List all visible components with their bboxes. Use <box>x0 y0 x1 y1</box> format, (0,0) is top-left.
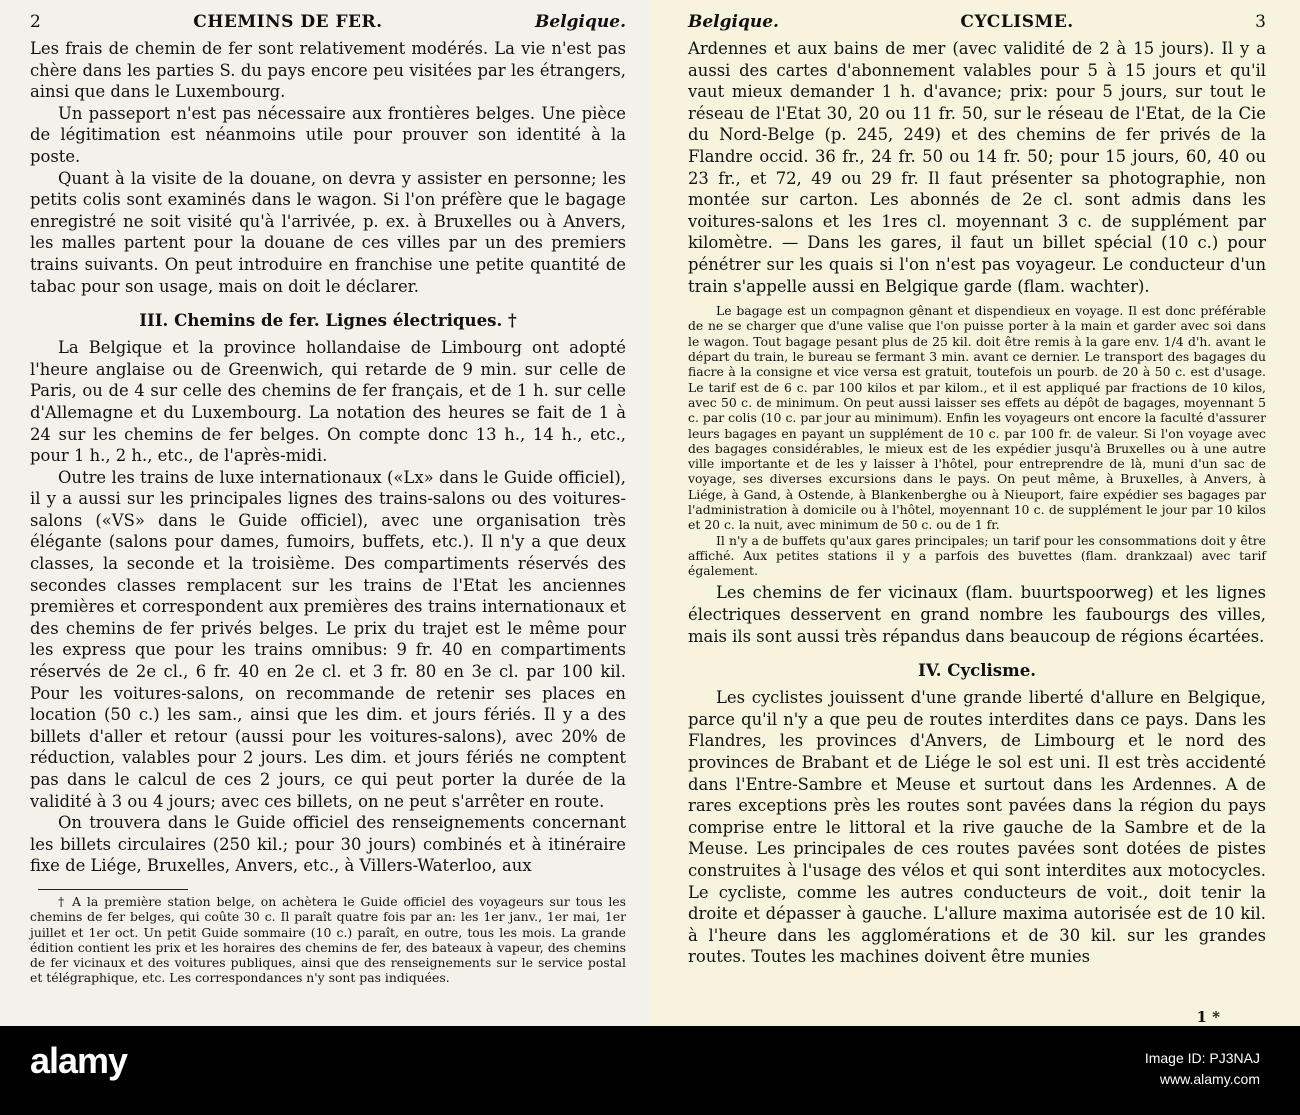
page-number: 2 <box>30 12 41 32</box>
paragraph: Les cyclistes jouissent d'une grande liberté d'allure en Belgique, parce qu'il n'y a que peu de routes interdites dans ce pays. Dans les Flandres, les provinces d'Anvers, de Limbourg et le nord des provinces de Brabant et de Liége le sol est uni. Il est très accidenté dans l'Entre-Sambre et Meuse et surtout dans les Ardennes. A de rares exceptions près les routes sont pavées dans la région du pays comprise entre le littoral et la rive gauche de la Sambre et de la Meuse. Les principales de ces routes pavées sont dotées de pistes construites à l'usage des vélos et qui sont interdites aux motocycles. Le cycliste, comme les autres conducteurs de voit., doit tenir la droite et dépasser à gauche. L'allure maxima autorisée est de 10 kil. à l'heure dans les agglomérations et de 30 kil. sur les grandes routes. Toutes les machines doivent être munies <box>688 688 1266 967</box>
paragraph: Ardennes et aux bains de mer (avec validité de 2 à 15 jours). Il y a aussi des cartes d'abonnement valables pour 5 à 15 jours et qu'il vaut mieux demander 1 h. d'avance; prix: pour 5 jours, sur tout le réseau de l'Etat 30, 20 ou 11 fr. 50, sur le réseau de l'Etat, de la Cie du Nord-Belge (p. 245, 249) et des chemins de fer privés de la Flandre occid. 36 fr., 24 fr. 50 ou 14 fr. 50; pour 15 jours, 60, 40 ou 23 fr., et 72, 49 ou 29 fr. Il faut présenter sa photographie, non montée sur carton. Les abonnés de 2e cl. sont admis dans les voitures-salons et les 1res cl. moyennant 3 c. de supplément par kilomètre. — Dans les gares, il faut un billet spécial (10 c.) pour pénétrer sur les quais si l'on n'est pas voyageur. Le conducteur d'un train s'appelle aussi en Belgique garde (flam. wachter). <box>688 39 1266 296</box>
page-number: 3 <box>1255 12 1266 32</box>
section-title: CHEMINS DE FER. <box>193 12 383 32</box>
section-heading: IV. Cyclisme. <box>917 660 1037 681</box>
image-info <box>1145 1048 1260 1090</box>
paragraph: Les frais de chemin de fer sont relativement modérés. La vie n'est pas chère dans les parties S. du pays encore peu visitées par les étrangers, ainsi que dans le Luxembourg. <box>30 39 626 102</box>
paragraph: Outre les trains de luxe internationaux («Lx» dans le Guide officiel), il y a aussi sur les principales lignes des trains-salons ou des voitures-salons («VS» dans le Guide officiel), avec une organisation très élégante (salons pour dames, fumoirs, buffets, etc.). Il n'y a que deux classes, la seconde et la troisième. Des compartiments réservés des secondes classes remplacent sur les trains de l'Etat les anciennes premières et correspondent aux premières des trains internationaux et des chemins de fer privés belges. Le prix du trajet est le même pour les express que pour les trains omnibus: 9 fr. 40 en compartiments réservés de 2e cl., 6 fr. 40 en 2e cl. et 3 fr. 80 en 3e cl. par 100 kil. Pour les voitures-salons, on recommande de retenir ses places en location (50 c.) les sam., ainsi que les dim. et jours fériés. Il y a des billets d'aller et retour (aussi pour les voitures-salons), avec 20% de réduction, valables pour 2 jours. Les dim. et jours fériés ne comptent pas dans le calcul de ces 2 jours, ce qui peut porter la durée de la validité à 3 ou 4 jours; avec ces billets, on ne peut s'arrêter en route. <box>30 467 626 811</box>
country-label: Belgique. <box>535 12 626 32</box>
small-paragraph: Le bagage est un compagnon gênant et dispendieux en voyage. Il est donc préférable de ne se charger que d'une valise que l'on puisse porter à la main et garder avec soi dans le wagon. Tout bagage pesant plus de 25 kil. doit être remis à la gare env. 1/4 d'h. avant le départ du train, le bureau se fermant 3 min. avant ce dernier. Le transport des bagages du fiacre à la consigne et vice versa est gratuit, toutefois un pourb. de 20 à 50 c. est d'usage. Le tarif est de 6 c. par 100 kilos et par kilom., et il est appliqué par fractions de 10 kilos, avec 50 c. de minimum. On peut aussi laisser ses effets au dépôt de bagages, moyennant 5 c. par colis (10 c. par jour au minimum). Enfin les voyageurs ont encore la faculté d'assurer leurs bagages en payant un supplément de 10 c. par 100 fr. de valeur. Si l'on voyage avec des bagages considérables, le mieux est de les expédier jusqu'à Bruxelles ou à une autre ville importante et de les y laisser à l'hôtel, pour entreprendre de là, muni d'un sac de voyage, ses diverses excursions dans le pays. On peut même, à Bruxelles, à Anvers, à Liége, à Gand, à Ostende, à Blankenberghe ou à Nieuport, faire expédier ses bagages par l'administration à domicile ou à l'hôtel, moyennant 10 c. de supplément le jour par 10 kilos et 20 c. la nuit, avec minimum de 50 c. ou de 1 fr. <box>688 303 1266 533</box>
small-paragraph: Il n'y a de buffets qu'aux gares principales; un tarif pour les consommations doit y être affiché. Aux petites stations il y a parfois des buvettes (flam. drankzaal) avec tarif également. <box>688 532 1266 579</box>
paragraph: On trouvera dans le Guide officiel des renseignements concernant les billets circulaires (250 kil.; pour 30 jours) combinés et à itinéraire fixe de Liége, Bruxelles, Anvers, etc., à Villers-Waterloo, aux <box>30 813 626 876</box>
footnote-rule <box>38 889 188 890</box>
country-label: Belgique. <box>688 12 779 32</box>
site-url[interactable]: www.alamy.com <box>1159 1071 1260 1087</box>
alamy-logo[interactable]: alamy <box>30 1040 128 1081</box>
footnote-text: † A la première station belge, on achètera le Guide officiel des voyageurs sur tous les chemins de fer belges, qui coûte 30 c. Il paraît quatre fois par an: les 1er janv., 1er mai, 1er juillet et 1er oct. Un petit Guide sommaire (10 c.) paraît, en outre, tous les mois. La grande édition contient les prix et les horaires des chemins de fer, des bateaux à vapeur, des chemins de fer vicinaux et des voitures publiques, ainsi que des renseignements sur le service postal et télégraphique, etc. Les correspondances n'y sont pas indiquées. <box>30 893 626 986</box>
image-id: Image ID: PJ3NAJ <box>1144 1050 1260 1066</box>
section-heading: III. Chemins de fer. Lignes électriques. † <box>139 310 517 331</box>
small-print-block <box>688 303 1266 578</box>
paragraph: Quant à la visite de la douane, on devra y assister en personne; les petits colis sont examinés dans le wagon. Si l'on préfère que le bagage enregistré ne soit visité qu'à l'arrivée, p. ex. à Bruxelles ou à Anvers, les malles partent pour la douane de ces villes par un des premiers trains suivants. On peut introduire en franchise une petite quantité de tabac pour son usage, mais on doit le déclarer. <box>30 168 626 296</box>
paragraph: La Belgique et la province hollandaise de Limbourg ont adopté l'heure anglaise ou de Greenwich, qui retarde de 9 min. sur celle de Paris, ou de 4 sur celle des chemins de fer français, et de 1 h. sur celle d'Allemagne et du Luxembourg. La notation des heures se fait de 1 à 24 sur les chemins de fer belges. On compte donc 13 h., 14 h., etc., pour 1 h., 2 h., etc., de l'après-midi. <box>30 338 626 466</box>
stock-banner <box>0 1026 1300 1115</box>
right-page <box>650 0 1300 1026</box>
running-head-left <box>30 10 626 34</box>
footnote <box>30 894 626 986</box>
paragraph: Un passeport n'est pas nécessaire aux frontières belges. Une pièce de légitimation est néanmoins utile pour prouver son identité à la poste. <box>30 103 626 166</box>
paragraph: Les chemins de fer vicinaux (flam. buurtspoorweg) et les lignes électriques desservent en grand nombre les faubourgs des villes, mais ils sont aussi très répandus dans beaucoup de régions écartées. <box>688 583 1266 646</box>
section-title: CYCLISME. <box>960 12 1074 32</box>
signature-mark: 1 * <box>1196 1008 1220 1026</box>
left-page <box>0 0 650 1026</box>
running-head-right <box>688 10 1266 34</box>
